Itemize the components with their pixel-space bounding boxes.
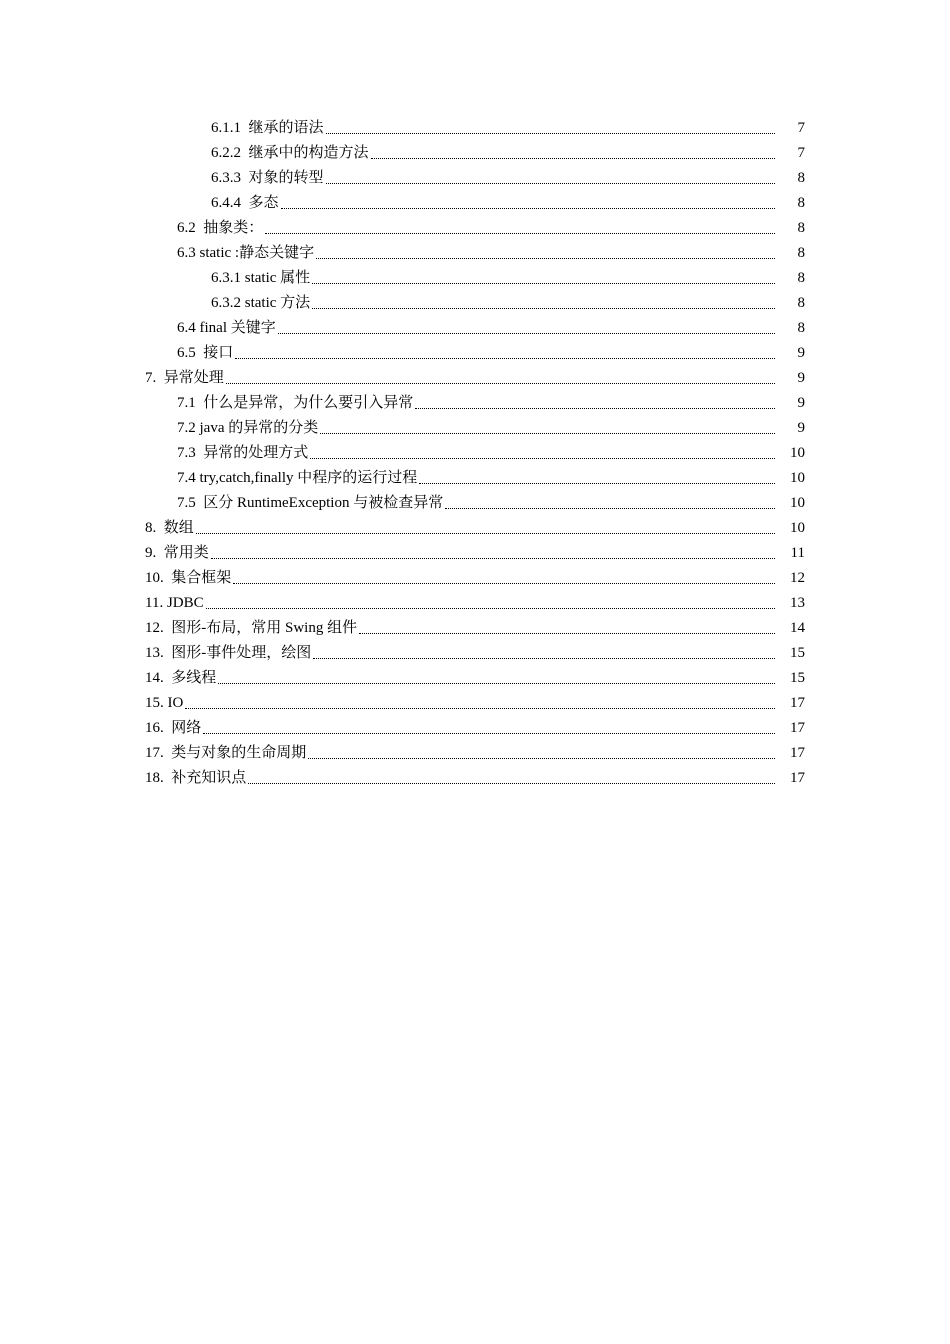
toc-entry-page: 8 (797, 170, 805, 186)
toc-entry[interactable] (0, 416, 950, 441)
toc-entry-page: 8 (797, 270, 805, 286)
toc-entry-title: 6.2 抽象类： (177, 220, 264, 236)
toc-entry-title: 6.3 static :静态关键字 (177, 245, 315, 261)
toc-dot-leader (226, 383, 775, 384)
toc-dot-leader (281, 208, 775, 209)
toc-entry-page: 8 (797, 195, 805, 211)
toc-entry-title: 13. 图形-事件处理，绘图 (145, 645, 312, 661)
toc-entry-page: 17 (790, 695, 805, 711)
toc-entry-page: 11 (790, 545, 805, 561)
toc-entry[interactable] (0, 291, 950, 316)
toc-entry-title: 11. JDBC (145, 595, 204, 611)
toc-dot-leader (316, 258, 775, 259)
toc-dot-leader (359, 633, 775, 634)
toc-entry[interactable] (0, 516, 950, 541)
toc-entry-title: 7.3 异常的处理方式 (177, 445, 309, 461)
toc-entry[interactable] (0, 191, 950, 216)
toc-entry-title: 7. 异常处理 (145, 370, 224, 386)
toc-entry-title: 18. 补充知识点 (145, 770, 247, 786)
toc-entry[interactable] (0, 341, 950, 366)
toc-entry-title: 7.1 什么是异常，为什么要引入异常 (177, 395, 414, 411)
toc-entry-title: 7.4 try,catch,finally 中程序的运行过程 (177, 470, 418, 486)
toc-entry[interactable] (0, 141, 950, 166)
toc-entry[interactable] (0, 266, 950, 291)
toc-entry-page: 10 (790, 520, 805, 536)
toc-entry-page: 9 (797, 395, 805, 411)
toc-entry-page: 15 (790, 670, 805, 686)
toc-dot-leader (312, 283, 775, 284)
toc-dot-leader (185, 708, 775, 709)
toc-entry-page: 13 (790, 595, 805, 611)
toc-entry[interactable] (0, 316, 950, 341)
toc-entry[interactable] (0, 391, 950, 416)
toc-entry[interactable] (0, 716, 950, 741)
toc-entry[interactable] (0, 666, 950, 691)
toc-dot-leader (310, 458, 775, 459)
toc-entry-title: 14. 多线程 (145, 670, 217, 686)
toc-dot-leader (278, 333, 775, 334)
toc-entry-page: 10 (790, 495, 805, 511)
toc-entry[interactable] (0, 491, 950, 516)
toc-entry[interactable] (0, 741, 950, 766)
toc-dot-leader (211, 558, 775, 559)
toc-entry[interactable] (0, 641, 950, 666)
toc-entry-title: 17. 类与对象的生命周期 (145, 745, 307, 761)
toc-entry-page: 7 (797, 120, 805, 136)
toc-entry-page: 9 (797, 420, 805, 436)
toc-dot-leader (312, 308, 775, 309)
toc-entry[interactable] (0, 441, 950, 466)
toc-dot-leader (445, 508, 775, 509)
toc-entry-title: 6.3.3 对象的转型 (211, 170, 324, 186)
toc-entry-title: 6.5 接口 (177, 345, 234, 361)
toc-entry-title: 6.1.1 继承的语法 (211, 120, 324, 136)
toc-entry[interactable] (0, 466, 950, 491)
toc-entry-page: 8 (797, 220, 805, 236)
toc-entry-page: 9 (797, 370, 805, 386)
table-of-contents (0, 116, 950, 791)
toc-dot-leader (235, 358, 775, 359)
toc-entry[interactable] (0, 216, 950, 241)
toc-entry-page: 8 (797, 245, 805, 261)
toc-entry-title: 15. IO (145, 695, 184, 711)
toc-entry-title: 6.3.2 static 方法 (211, 295, 311, 311)
toc-entry[interactable] (0, 241, 950, 266)
toc-entry-page: 14 (790, 620, 805, 636)
toc-entry[interactable] (0, 366, 950, 391)
toc-entry[interactable] (0, 591, 950, 616)
toc-entry-title: 8. 数组 (145, 520, 194, 536)
toc-dot-leader (203, 733, 775, 734)
toc-entry-page: 15 (790, 645, 805, 661)
toc-dot-leader (233, 583, 775, 584)
toc-entry-title: 6.4.4 多态 (211, 195, 279, 211)
toc-entry-page: 10 (790, 445, 805, 461)
toc-entry-title: 6.4 final 关键字 (177, 320, 276, 336)
toc-entry-title: 16. 网络 (145, 720, 202, 736)
toc-dot-leader (308, 758, 775, 759)
toc-dot-leader (326, 183, 775, 184)
toc-entry[interactable] (0, 766, 950, 791)
toc-entry-page: 8 (797, 295, 805, 311)
toc-entry-title: 7.2 java 的异常的分类 (177, 420, 319, 436)
toc-dot-leader (415, 408, 775, 409)
toc-dot-leader (248, 783, 775, 784)
toc-dot-leader (326, 133, 775, 134)
toc-entry-page: 17 (790, 770, 805, 786)
toc-entry-title: 10. 集合框架 (145, 570, 232, 586)
toc-entry-title: 9. 常用类 (145, 545, 209, 561)
toc-dot-leader (206, 608, 775, 609)
toc-entry[interactable] (0, 616, 950, 641)
toc-dot-leader (313, 658, 775, 659)
toc-entry-page: 8 (797, 320, 805, 336)
toc-entry-page: 10 (790, 470, 805, 486)
toc-entry[interactable] (0, 541, 950, 566)
toc-entry-page: 7 (797, 145, 805, 161)
toc-entry-page: 9 (797, 345, 805, 361)
toc-entry-page: 12 (790, 570, 805, 586)
toc-dot-leader (419, 483, 775, 484)
toc-entry[interactable] (0, 116, 950, 141)
toc-entry[interactable] (0, 166, 950, 191)
toc-dot-leader (265, 233, 775, 234)
toc-dot-leader (196, 533, 775, 534)
toc-entry-page: 17 (790, 720, 805, 736)
toc-entry-title: 12. 图形-布局，常用 Swing 组件 (145, 620, 358, 636)
toc-entry-title: 6.2.2 继承中的构造方法 (211, 145, 369, 161)
toc-entry-title: 6.3.1 static 属性 (211, 270, 311, 286)
toc-entry-title: 7.5 区分 RuntimeException 与被检查异常 (177, 495, 444, 511)
toc-entry-page: 17 (790, 745, 805, 761)
toc-entry[interactable] (0, 566, 950, 591)
toc-dot-leader (320, 433, 775, 434)
toc-entry[interactable] (0, 691, 950, 716)
toc-dot-leader (218, 683, 775, 684)
toc-dot-leader (371, 158, 775, 159)
